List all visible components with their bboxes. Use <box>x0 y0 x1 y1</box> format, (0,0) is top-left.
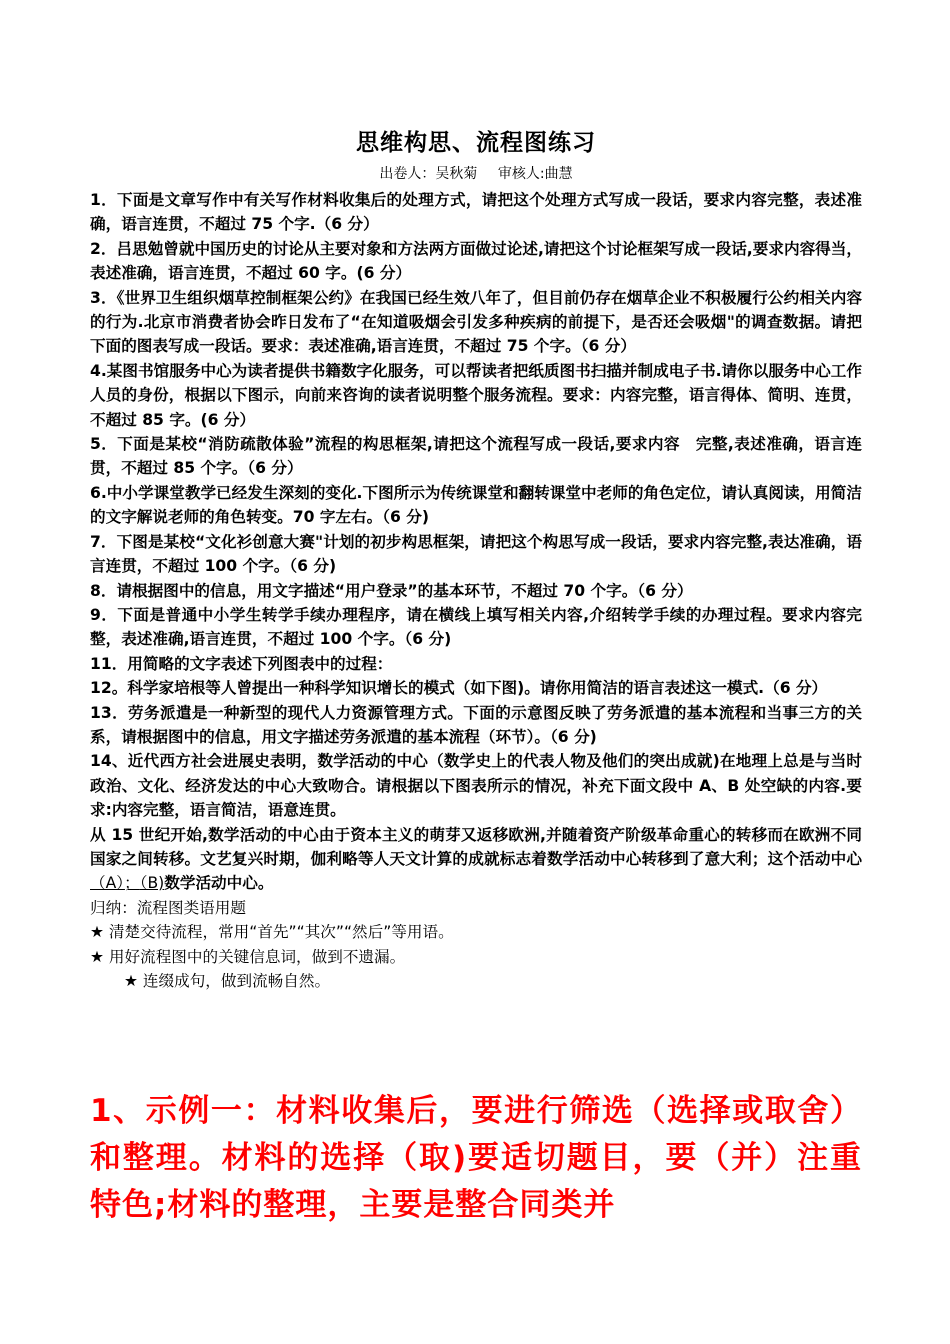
summary-point: ★ 用好流程图中的关键信息词，做到不遗漏。 <box>90 947 406 966</box>
question-item: 3．《世界卫生组织烟草控制框架公约》在我国已经生效八年了，但目前仍存在烟草企业不积极履行公约相关内容的行为.北京市消费者协会昨日发布了“在知道吸烟会引发多种疾病的前提下，是否还会吸烟"的调查数据。请把下面的图表写成一段话。要求：表述准确,语言连贯，不超过 75 个字。（6 分） <box>90 288 862 356</box>
question-item: 11．用简略的文字表述下列图表中的过程： <box>90 654 393 673</box>
setter-label: 出卷人：吴秋菊 <box>379 166 478 182</box>
passage-paragraph <box>90 823 862 896</box>
blank-a: （A） <box>90 874 125 893</box>
question-item: 9．下面是普通中小学生转学手续办理程序，请在横线上填写相关内容,介绍转学手续的办理过程。要求内容完整，表述准确,语言连贯，不超过 100 个字。（6 分) <box>90 605 862 649</box>
author-line <box>90 163 862 183</box>
question-item: 5．下面是某校“消防疏散体验”流程的构思框架,请把这个流程写成一段话,要求内容 完整,表述准确，语言连贯，不超过 85 个字。（6 分） <box>90 435 862 478</box>
question-item: 12。科学家培根等人曾提出一种科学知识增长的模式（如下图)。请你用简洁的语言表述这一模式.（6 分） <box>90 679 828 698</box>
question-item: 8．请根据图中的信息，用文字描述“用户登录”的基本环节，不超过 70 个字。（6 分） <box>90 581 693 600</box>
summary-title: 归纳：流程图类语用题 <box>90 898 246 917</box>
summary-point: ★ 清楚交待流程，常用“首先”“其次”“然后”等用语。 <box>90 923 454 942</box>
passage-ending: 数学活动中心。 <box>164 874 274 893</box>
question-item: 1．下面是文章写作中有关写作材料收集后的处理方式，请把这个处理方式写成一段话，要求内容完整，表述准确，语言连贯，不超过 75 个字.（6 分） <box>90 191 862 234</box>
question-item: 6.中小学课堂教学已经发生深刻的变化.下图所示为传统课堂和翻转课堂中老师的角色定位，请认真阅读，用简洁的文字解说老师的角色转变。70 字左右。（6 分) <box>90 483 862 527</box>
question-item: 14、近代西方社会进展史表明，数学活动的中心（数学史上的代表人物及他们的突出成就)在地理上总是与当时政治、文化、经济发达的中心大致吻合。请根据以下图表所示的情况，补充下面文段中 A、B 处空缺的内容.要求:内容完整，语言简洁，语意连贯。 <box>90 752 862 820</box>
blank-separator: ； <box>124 874 140 893</box>
question-item: 2．吕思勉曾就中国历史的讨论从主要对象和方法两方面做过论述,请把这个讨论框架写成一段话,要求内容得当，表述准确，语言连贯，不超过 60 字。(6 分） <box>90 239 862 283</box>
passage-text: 从 15 世纪开始,数学活动的中心由于资本主义的萌芽又返移欧洲,并随着资产阶级革命重心的转移而在欧洲不同国家之间转移。文艺复兴时期，伽利略等人天文计算的成就标志着数学活动中心转移到了意大利；这个活动中心 <box>90 825 862 868</box>
question-item: 13．劳务派遣是一种新型的现代人力资源管理方式。下面的示意图反映了劳务派遣的基本流程和当事三方的关系，请根据图中的信息，用文字描述劳务派遣的基本流程（环节）。（6 分) <box>90 703 862 746</box>
question-item: 7．下图是某校“文化衫创意大赛"计划的初步构思框架，请把这个构思写成一段话，要求内容完整,表达准确，语言连贯，不超过 100 个字。（6 分) <box>90 532 862 576</box>
reviewer-label: 审核人:曲慧 <box>497 166 573 182</box>
question-list <box>90 188 862 993</box>
page-title: 思维构思、流程图练习 <box>356 130 596 156</box>
blank-b: （B) <box>139 874 165 893</box>
summary-point: ★ 连缀成句，做到流畅自然。 <box>124 972 331 990</box>
question-item: 4.某图书馆服务中心为读者提供书籍数字化服务，可以帮读者把纸质图书扫描并制成电子书.请你以服务中心工作人员的身份，根据以下图示，向前来咨询的读者说明整个服务流程。要求：内容完整，语言得体、简明、连贯，不超过 85 字。(6 分） <box>90 361 862 429</box>
answer-example: 1、示例一：材料收集后，要进行筛选（选择或取舍）和整理。材料的选择（取)要适切题目，要（并）注重特色;材料的整理，主要是整合同类并 <box>90 1093 862 1223</box>
